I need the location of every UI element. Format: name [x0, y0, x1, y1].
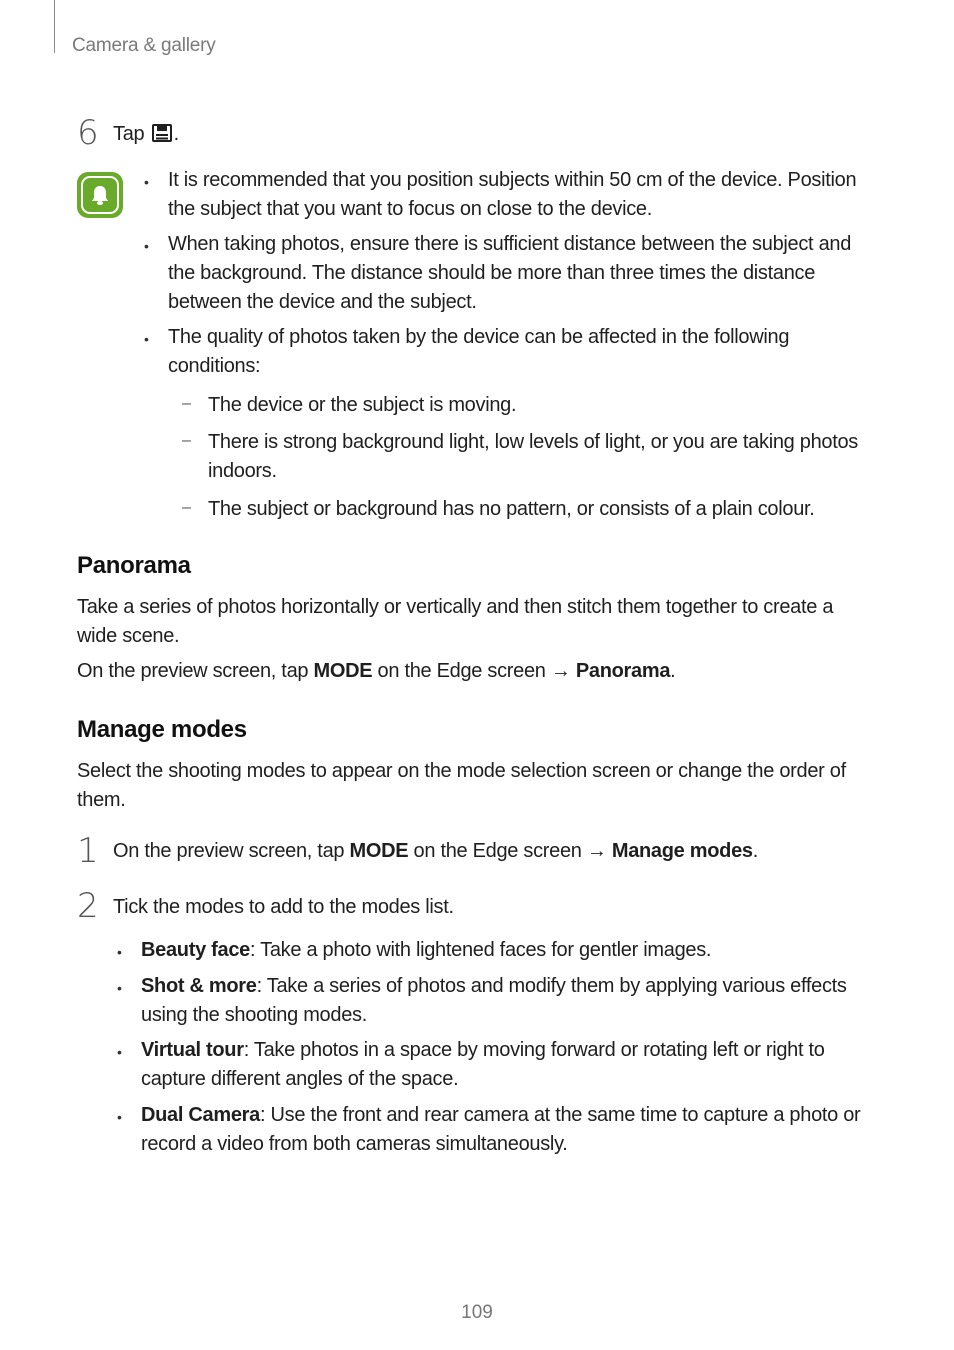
dash-marker: – — [182, 499, 191, 516]
mode-name: Shot & more — [141, 975, 257, 997]
header-rule — [54, 0, 55, 53]
manage-modes-description: Select the shooting modes to appear on the mode selection screen or change the order of them. — [77, 760, 846, 811]
text: . — [752, 840, 758, 862]
bullet-marker: • — [117, 1044, 122, 1060]
bullet-marker: • — [117, 980, 122, 996]
notice-bell-icon — [77, 172, 123, 218]
step-1-instruction — [113, 837, 873, 866]
mode-description: : Take photos in a space by moving forward or rotating left or right to capture different angles of the space. — [141, 1039, 825, 1090]
notice-subitem-2: There is strong background light, low levels of light, or you are taking photos indoors. — [208, 431, 859, 482]
bullet-marker: • — [117, 1109, 122, 1125]
save-to-gallery-icon — [151, 123, 173, 152]
mode-name: Dual Camera — [141, 1104, 260, 1126]
mode-name: Virtual tour — [141, 1039, 244, 1061]
text: . — [670, 660, 676, 682]
panorama-heading: Panorama — [77, 552, 191, 579]
notice-subitem-1: The device or the subject is moving. — [208, 394, 517, 416]
text: on the Edge screen → — [372, 660, 576, 682]
section-title: Camera & gallery — [72, 35, 216, 56]
text: On the preview screen, tap — [77, 660, 314, 682]
notice-item-3: The quality of photos taken by the device can be affected in the following conditions: — [168, 326, 790, 377]
mode-item-virtual-tour — [141, 1036, 861, 1094]
notice-item-1: It is recommended that you position subjects within 50 cm of the device. Position the subject that you want to focus on close to the device. — [168, 169, 857, 220]
mode-description: : Use the front and rear camera at the same time to capture a photo or record a video from both cameras simultaneously. — [141, 1104, 861, 1155]
mode-label: MODE — [313, 660, 373, 682]
step-6-text: Tap — [113, 123, 145, 145]
bullet-marker: • — [144, 174, 149, 190]
notice-subitem-3: The subject or background has no pattern, or consists of a plain colour. — [208, 498, 815, 520]
mode-item-shot-more — [141, 972, 871, 1030]
manage-modes-heading: Manage modes — [77, 716, 247, 743]
step-6-period: . — [173, 123, 179, 145]
step-number-1: 1 — [77, 831, 99, 871]
notice-item-2: When taking photos, ensure there is sufficient distance between the subject and the background. The distance should be more than three times the distance between the device and the subject. — [168, 233, 852, 313]
text: On the preview screen, tap — [113, 840, 350, 862]
mode-description: : Take a series of photos and modify them by applying various effects using the shooting modes. — [141, 975, 847, 1026]
step-2-instruction: Tick the modes to add to the modes list. — [113, 896, 454, 918]
step-6-instruction — [113, 120, 179, 152]
mode-item-dual-camera — [141, 1101, 871, 1159]
manage-modes-label: Manage modes — [611, 840, 753, 862]
dash-marker: – — [182, 395, 191, 412]
mode-name: Beauty face — [141, 939, 250, 961]
panorama-description: Take a series of photos horizontally or vertically and then stitch them together to create a wide scene. — [77, 596, 834, 647]
page-number: 109 — [461, 1302, 493, 1323]
mode-label: MODE — [349, 840, 409, 862]
text: on the Edge screen → — [408, 840, 612, 862]
bullet-marker: • — [144, 331, 149, 347]
step-number-6: 6 — [77, 113, 99, 153]
mode-description: : Take a photo with lightened faces for gentler images. — [249, 939, 712, 961]
bullet-marker: • — [144, 238, 149, 254]
panorama-instruction — [77, 657, 877, 686]
mode-item-beauty-face — [141, 936, 871, 965]
bullet-marker: • — [117, 944, 122, 960]
step-number-2: 2 — [77, 886, 99, 926]
panorama-label: Panorama — [575, 660, 671, 682]
dash-marker: – — [182, 432, 191, 449]
